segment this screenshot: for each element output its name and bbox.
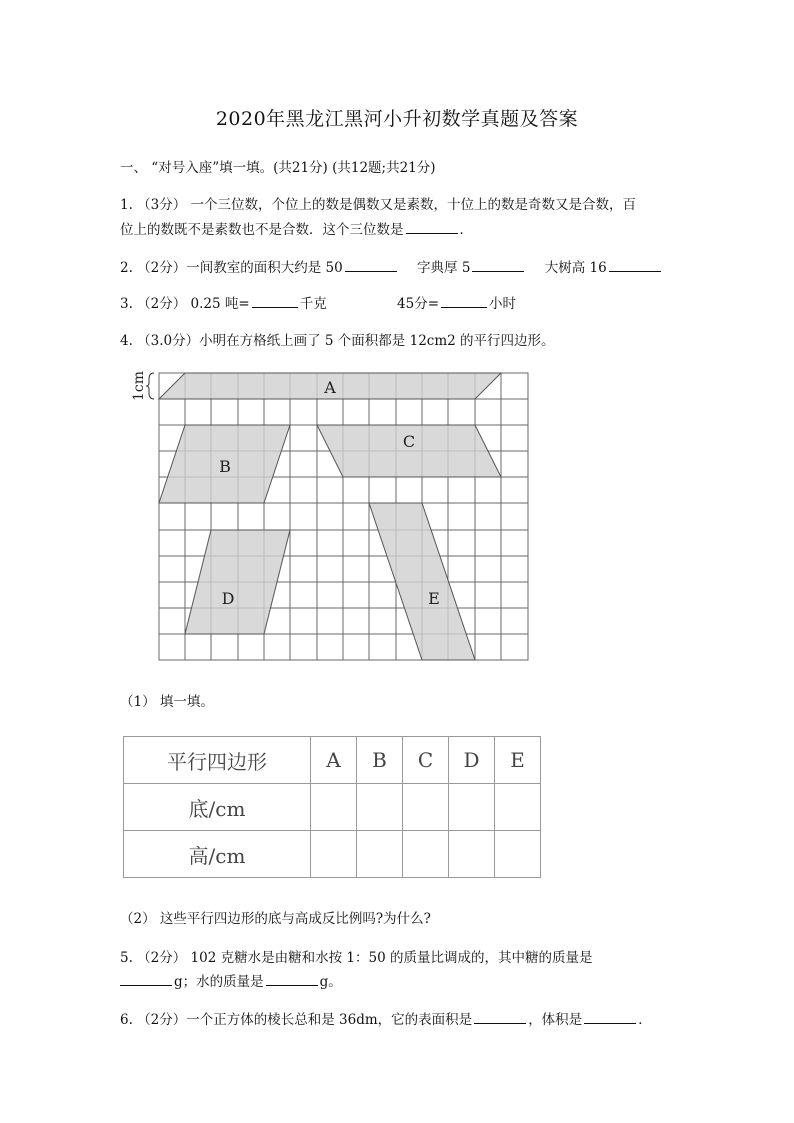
answer-blank[interactable]	[584, 1011, 636, 1024]
question-4-part-1: （1） 填一填。	[120, 694, 214, 710]
answer-blank[interactable]	[441, 295, 487, 308]
table-header-cell: 平行四边形	[124, 737, 311, 784]
answer-blank[interactable]	[474, 1011, 526, 1024]
question-3	[120, 292, 516, 312]
parallelogram-table	[123, 736, 541, 878]
table-answer-cell[interactable]	[311, 784, 357, 831]
question-2-text: 2. （2分）一间教室的面积大约是 50	[120, 260, 343, 276]
shape-label-a: A	[324, 378, 336, 397]
question-2-part-c: 大树高 16	[544, 260, 607, 276]
table-answer-cell[interactable]	[403, 784, 449, 831]
answer-blank[interactable]	[406, 221, 458, 234]
question-4: 4. （3.0分）小明在方格纸上画了 5 个面积都是 12cm2 的平行四边形。	[120, 333, 555, 349]
table-answer-cell[interactable]	[311, 831, 357, 878]
question-6-mid: ，体积是	[528, 1012, 583, 1028]
question-3-text: 3. （2分） 0.25 吨=	[120, 296, 250, 312]
table-answer-cell[interactable]	[449, 784, 495, 831]
answer-blank[interactable]	[609, 259, 661, 272]
answer-blank[interactable]	[120, 973, 172, 986]
table-header-cell: A	[311, 737, 357, 784]
shape-label-e: E	[428, 589, 440, 608]
section-heading: 一、 “对号入座”填一填。(共21分) (共12题;共21分)	[120, 160, 436, 176]
table-answer-cell[interactable]	[495, 831, 541, 878]
question-5-line-1: 5. （2分） 102 克糖水是由糖和水按 1：50 的质量比调成的，其中糖的质量是	[120, 950, 593, 966]
page-title: 2020年黑龙江黑河小升初数学真题及答案	[215, 108, 579, 130]
answer-blank[interactable]	[252, 295, 298, 308]
answer-blank[interactable]	[345, 259, 397, 272]
answer-blank[interactable]	[266, 973, 318, 986]
question-6-text: 6. （2分）一个正方体的棱长总和是 36dm，它的表面积是	[120, 1012, 473, 1028]
table-header-cell: C	[403, 737, 449, 784]
question-3-unit-2: 小时	[489, 296, 517, 312]
question-2	[120, 256, 663, 276]
question-3-part-b: 45分=	[397, 296, 440, 312]
question-1-text: 位上的数既不是素数也不是合数．这个三位数是	[120, 222, 404, 238]
question-1-line-1: 1. （3分） 一个三位数，个位上的数是偶数又是素数，十位上的数是奇数又是合数，百	[120, 197, 637, 213]
table-header-cell: E	[495, 737, 541, 784]
question-1-tail: ．	[459, 222, 473, 238]
scale-brace	[146, 373, 154, 399]
question-1-line-2	[120, 218, 473, 238]
table-row-label-height: 高/cm	[124, 831, 311, 878]
shape-label-b: B	[219, 457, 231, 476]
question-3-unit-1: 千克	[299, 296, 327, 312]
question-6-tail: ．	[638, 1012, 652, 1028]
table-answer-cell[interactable]	[357, 784, 403, 831]
table-header-cell: B	[357, 737, 403, 784]
shape-label-d: D	[221, 589, 235, 608]
table-answer-cell[interactable]	[495, 784, 541, 831]
table-header-cell: D	[449, 737, 495, 784]
parallelogram-grid-figure	[118, 364, 538, 664]
question-2-part-b: 字典厚 5	[417, 260, 471, 276]
question-4-part-2: （2） 这些平行四边形的底与高成反比例吗?为什么?	[120, 911, 431, 927]
table-answer-cell[interactable]	[449, 831, 495, 878]
question-5-line-2	[120, 970, 342, 990]
question-6	[120, 1008, 652, 1028]
parallelogram-d	[185, 530, 290, 634]
answer-blank[interactable]	[472, 259, 524, 272]
grid-scale-label: 1cm	[131, 370, 147, 402]
table-row-label-base: 底/cm	[124, 784, 311, 831]
table-answer-cell[interactable]	[357, 831, 403, 878]
shape-label-c: C	[402, 432, 416, 451]
question-5-mid: g；水的质量是	[174, 974, 264, 990]
question-5-tail: g。	[319, 974, 342, 990]
table-answer-cell[interactable]	[403, 831, 449, 878]
